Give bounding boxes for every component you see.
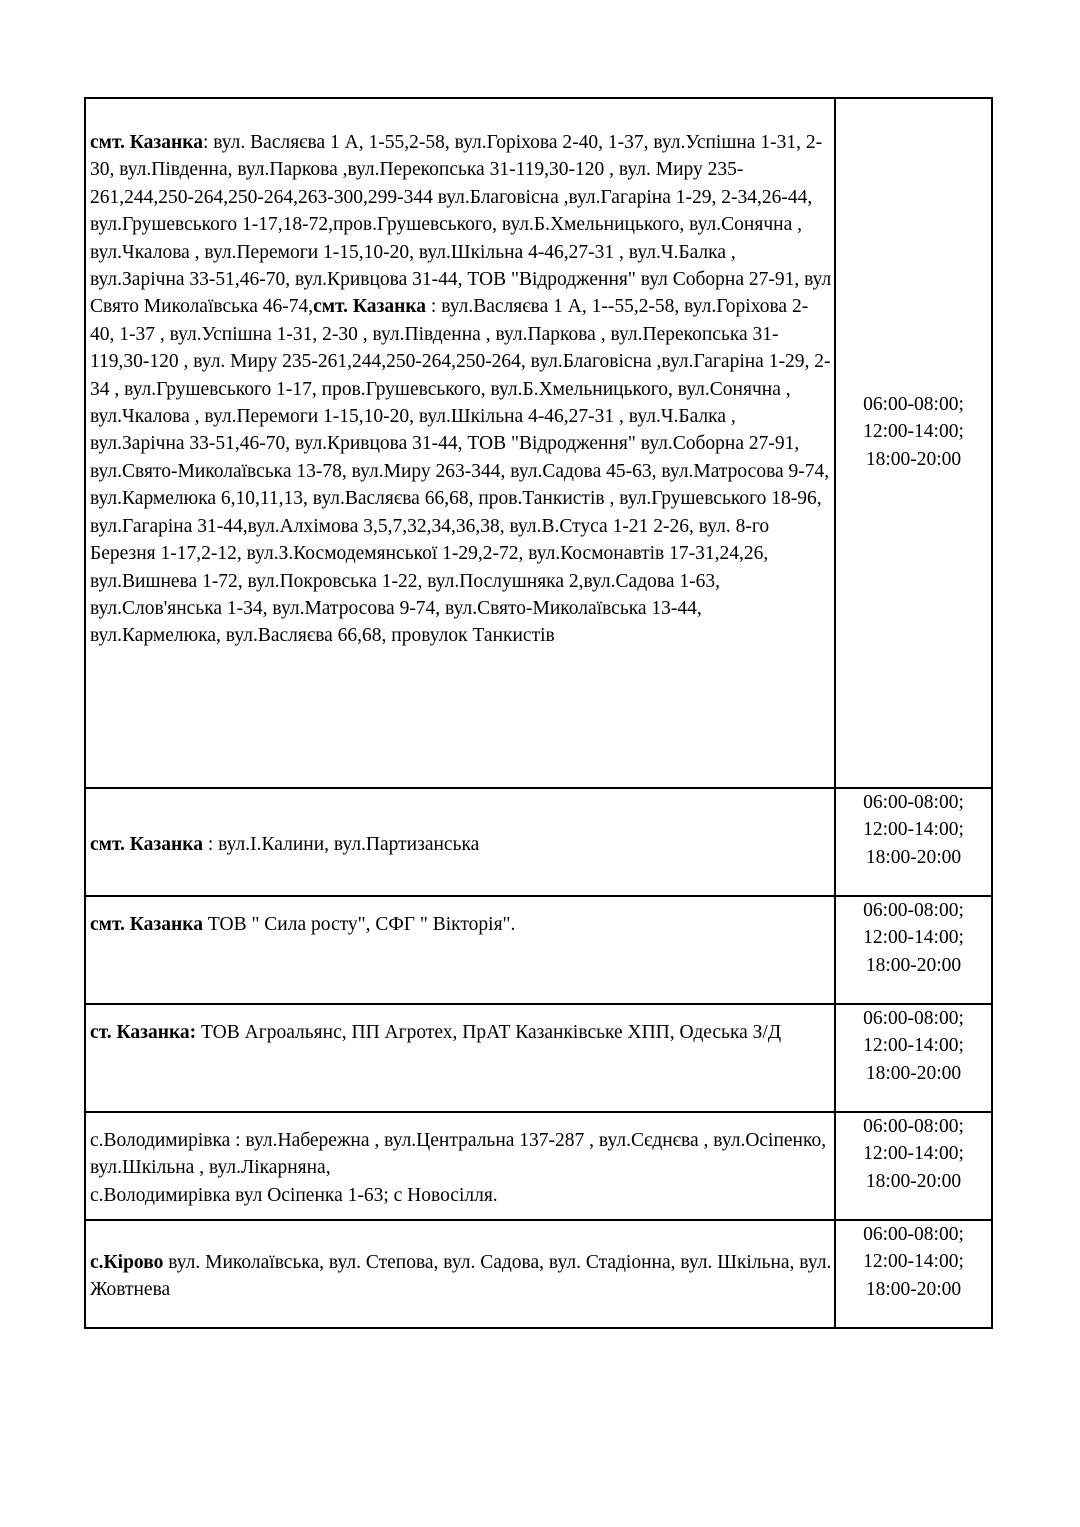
time-cell bbox=[835, 1220, 992, 1328]
time-slot: 18:00-20:00 bbox=[865, 448, 962, 470]
street-list: вул. Миколаївська, вул. Степова, вул. Садова, вул. Стадіонна, вул. Шкільна, вул. Жовтнева bbox=[90, 1252, 832, 1301]
time-slot: 12:00-14:00; bbox=[863, 1251, 964, 1273]
locality-name: ст. Казанка: bbox=[90, 1022, 197, 1043]
table-row bbox=[85, 896, 992, 1004]
address-text bbox=[86, 1005, 834, 1046]
time-slots bbox=[836, 1221, 991, 1303]
address-text bbox=[86, 1221, 834, 1304]
time-slot: 12:00-14:00; bbox=[863, 421, 964, 443]
schedule-table bbox=[84, 97, 993, 1329]
table-row bbox=[85, 98, 992, 788]
time-slots bbox=[836, 99, 991, 473]
time-slot: 06:00-08:00; bbox=[863, 1224, 964, 1245]
street-list: с.Володимирівка : вул.Набережна , вул.Центральна 137-287 , вул.Сєднєва , вул.Осіпенко, вул.Шкільна , вул.Лікарняна, bbox=[90, 1130, 827, 1179]
locality-name: смт. Казанка bbox=[90, 914, 203, 935]
address-cell bbox=[85, 1112, 835, 1220]
time-slot: 12:00-14:00; bbox=[863, 1035, 964, 1057]
locality-name: смт. Казанка bbox=[90, 834, 203, 855]
time-slot: 06:00-08:00; bbox=[863, 792, 964, 813]
street-list: : вул.Васляєва 1 А, 1--55,2-58, вул.Горіхова 2-40, 1-37 , вул.Успішна 1-31, 2-30 , вул.Південна , вул.Паркова , вул.Перекопська 31-119,30-120 , вул. Миру 235-261,244,250-264,250-264, вул.Благовісна ,вул.Гагаріна 1-29, 2-34 , вул.Грушевського 1-17, пров.Грушевського, вул.Б.Хмельницького, вул.Сонячна , вул.Чкалова , вул.Перемоги 1-15,10-20, вул.Шкільна 4-46,27-31 , вул.Ч.Балка , вул.Зарічна 33-51,46-70, вул.Кривцова 31-44, ТОВ "Відродження" вул.Соборна 27-91, вул.Свято-Миколаївська 13-78, вул.Миру 263-344, вул.Садова 45-63, вул.Матросова 9-74, вул.Кармелюка 6,10,11,13, вул.Васляєва 66,68, пров.Танкистів , вул.Грушевського 18-96, вул.Гагаріна 31-44,вул.Алхімова 3,5,7,32,34,36,38, вул.В.Стуса 1-21 2-26, вул. 8-го Березня 1-17,2-12, вул.З.Космодемянської 1-29,2-72, вул.Космонавтів 17-31,24,26, вул.Вишнева 1-72, вул.Покровська 1-22, вул.Послушняка 2,вул.Садова 1-63, вул.Слов'янська 1-34, вул.Матросова 9-74, вул.Свято-Миколаївська 13-44, вул.Кармелюка, вул.Васляєва 66,68, провулок Танкистів bbox=[90, 296, 831, 647]
locality-name: смт. Казанка bbox=[313, 296, 427, 318]
time-slot: 18:00-20:00 bbox=[865, 1170, 962, 1192]
time-cell bbox=[835, 896, 992, 1004]
address-cell bbox=[85, 896, 835, 1004]
time-slot: 06:00-08:00; bbox=[863, 1116, 964, 1137]
time-slot: 12:00-14:00; bbox=[863, 819, 964, 841]
time-slot: 06:00-08:00; bbox=[863, 1008, 964, 1029]
time-slot: 12:00-14:00; bbox=[863, 1143, 964, 1165]
address-text bbox=[86, 789, 834, 858]
address-cell bbox=[85, 1220, 835, 1328]
locality-name: смт. Казанка bbox=[90, 132, 203, 153]
street-list: : вул.І.Калини, вул.Партизанська bbox=[202, 834, 480, 855]
table-row bbox=[85, 1004, 992, 1112]
time-slots bbox=[836, 1005, 991, 1087]
street-list: ТОВ Агроальянс, ПП Агротех, ПрАТ Казанківське ХПП, Одеська З/Д bbox=[196, 1022, 782, 1043]
time-slot: 12:00-14:00; bbox=[863, 927, 964, 949]
time-slot: 18:00-20:00 bbox=[865, 1062, 962, 1084]
time-cell bbox=[835, 1112, 992, 1220]
address-text bbox=[86, 99, 834, 650]
time-slot: 18:00-20:00 bbox=[865, 954, 962, 976]
address-text bbox=[86, 1113, 834, 1209]
time-slot: 18:00-20:00 bbox=[865, 846, 962, 868]
table-row bbox=[85, 788, 992, 896]
time-slots bbox=[836, 897, 991, 979]
time-cell bbox=[835, 788, 992, 896]
address-cell bbox=[85, 98, 835, 788]
street-list: с.Володимирівка вул Осіпенка 1-63; с Новосілля. bbox=[90, 1184, 498, 1206]
time-slots bbox=[836, 789, 991, 871]
street-list: ТОВ " Сила росту", СФГ " Вікторія". bbox=[202, 914, 516, 935]
time-slot: 06:00-08:00; bbox=[863, 394, 964, 415]
address-cell bbox=[85, 1004, 835, 1112]
time-slots bbox=[836, 1113, 991, 1195]
time-cell bbox=[835, 98, 992, 788]
address-cell bbox=[85, 788, 835, 896]
time-slot: 18:00-20:00 bbox=[865, 1278, 962, 1300]
street-list: : вул. Васляєва 1 А, 1-55,2-58, вул.Горіхова 2-40, 1-37, вул.Успішна 1-31, 2-30, вул.Південна, вул.Паркова ,вул.Перекопська 31-119,30-120 , вул. Миру 235-261,244,250-264,250-264,263-300,299-344 вул.Благовісна ,вул.Гагаріна 1-29, 2-34,26-44, вул.Грушевського 1-17,18-72,пров.Грушевського, вул.Б.Хмельницького, вул.Сонячна , вул.Чкалова , вул.Перемоги 1-15,10-20, вул.Шкільна 4-46,27-31 , вул.Ч.Балка , вул.Зарічна 33-51,46-70, вул.Кривцова 31-44, ТОВ "Відродження" вул Соборна 27-91, вул Свято Миколаївська 46-74, bbox=[90, 132, 832, 318]
table-row bbox=[85, 1220, 992, 1328]
address-text bbox=[86, 897, 834, 938]
locality-name: с.Кірово bbox=[90, 1252, 164, 1273]
time-cell bbox=[835, 1004, 992, 1112]
time-slot: 06:00-08:00; bbox=[863, 900, 964, 921]
table-row bbox=[85, 1112, 992, 1220]
